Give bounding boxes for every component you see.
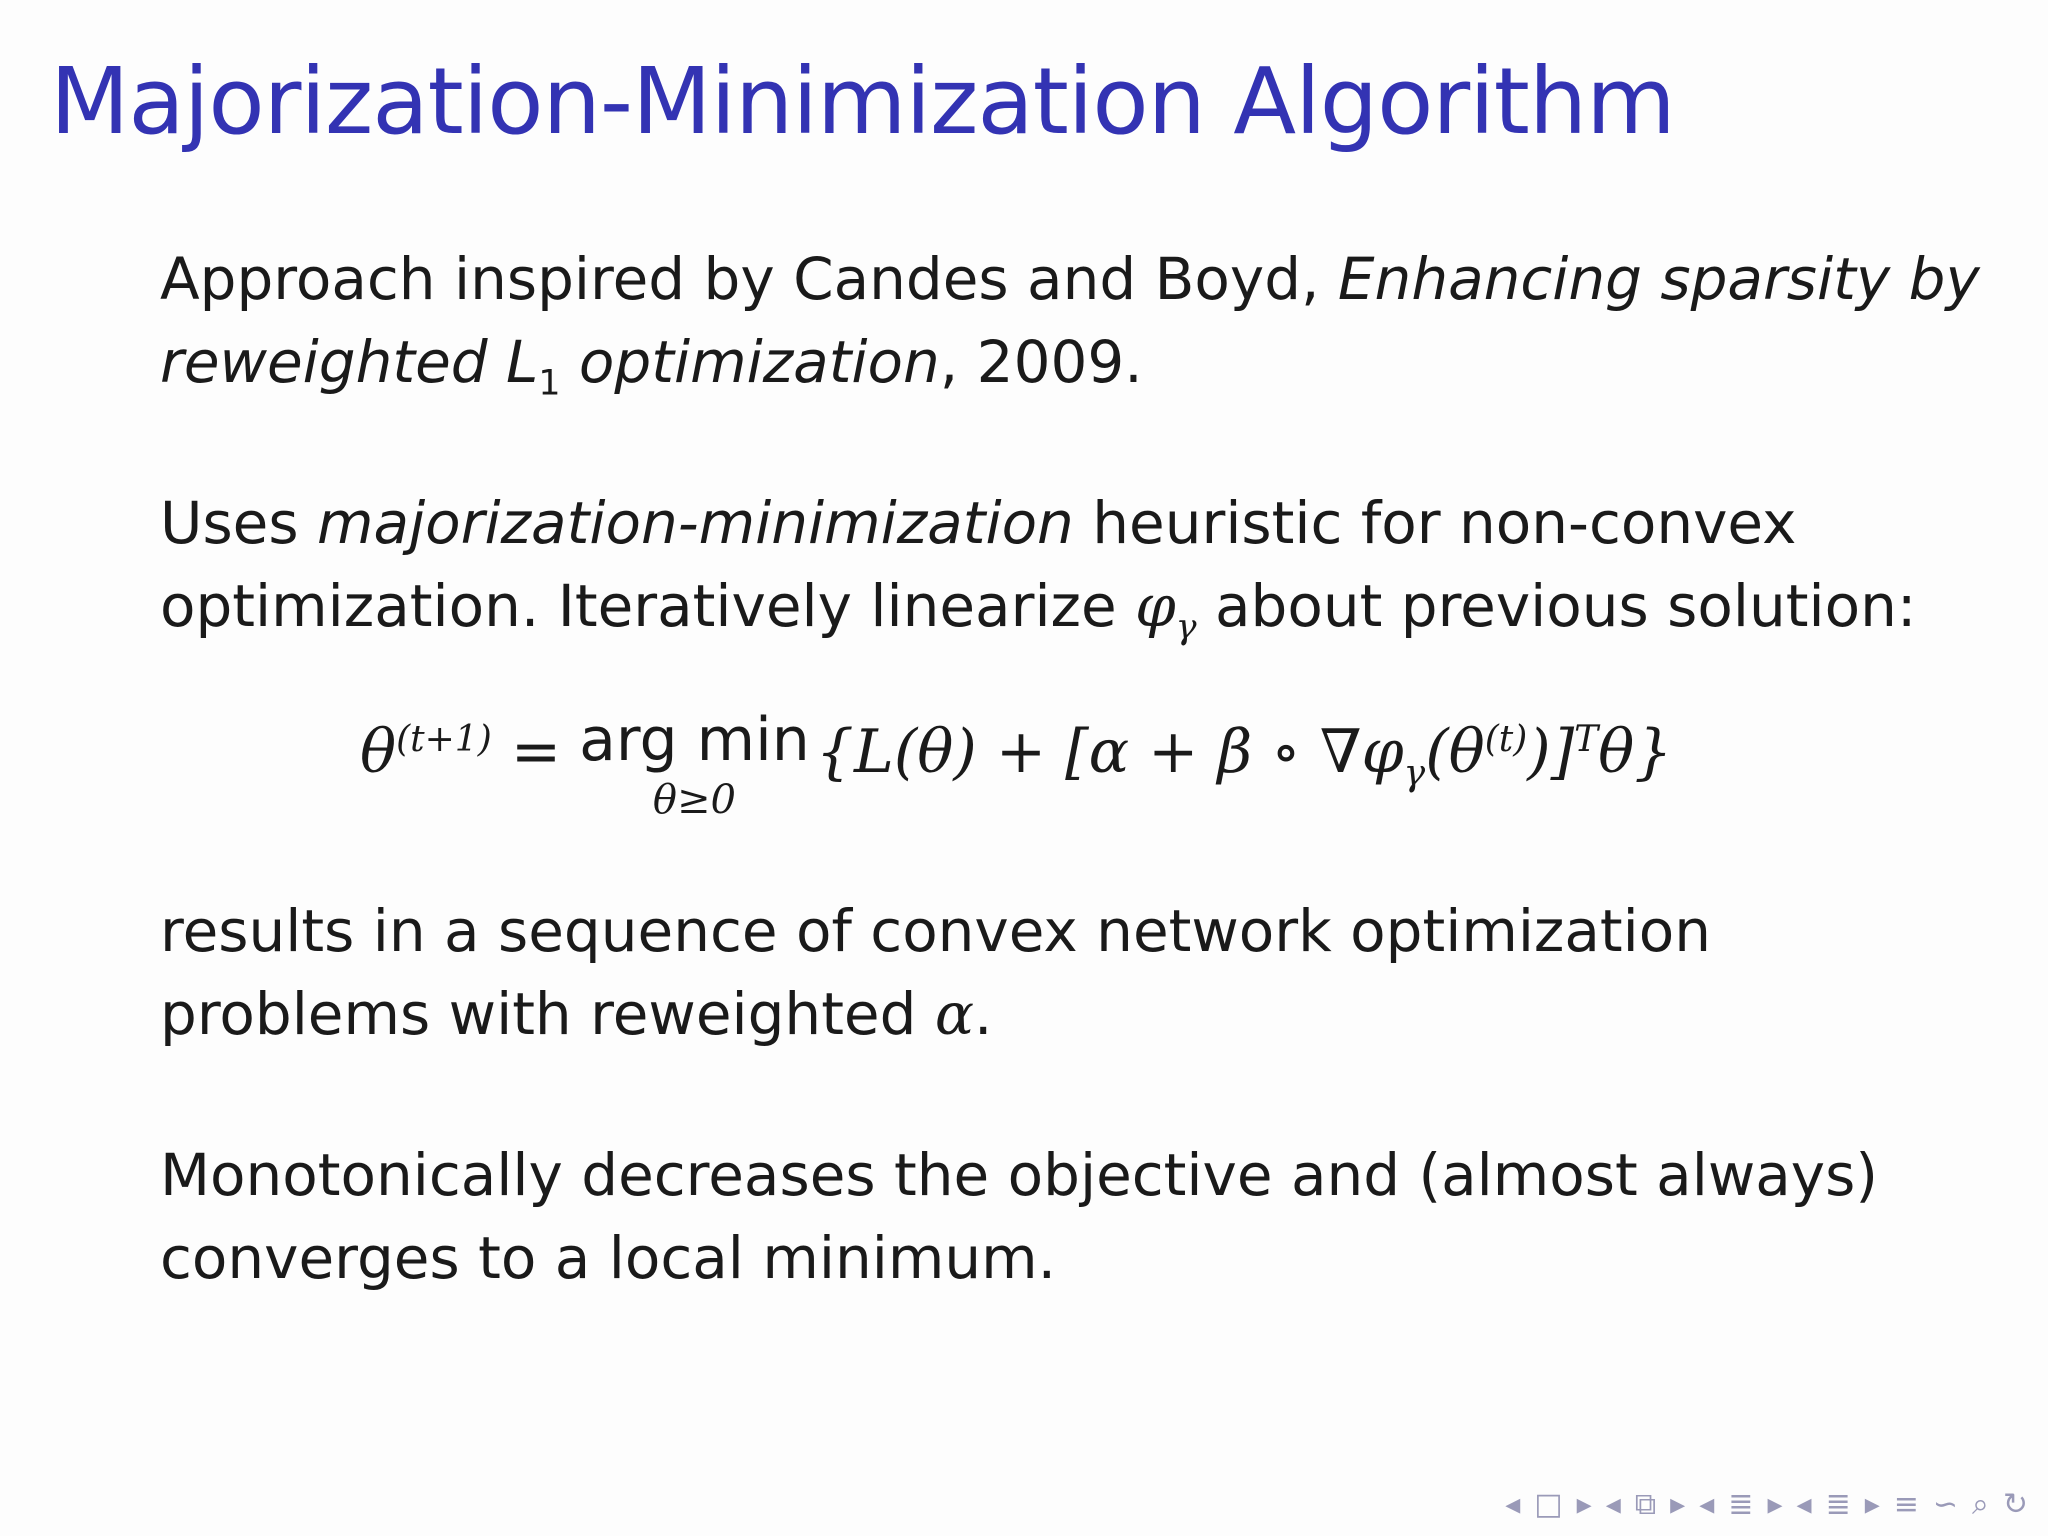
p1-lead: Approach inspired by Candes and Boyd, (160, 245, 1338, 313)
section-icon[interactable]: ≣ (1728, 1487, 1754, 1522)
p2-italic: majorization-minimization (317, 489, 1074, 557)
eq-lhs-sup: (t+1) (396, 719, 492, 760)
eq-rhs-c: )] (1527, 717, 1575, 787)
eq-rhs-sup-T: T (1574, 719, 1599, 760)
eq-rhs-sub: γ (1403, 753, 1426, 794)
p2-mid: heuristic for non-convex optimization. Iteratively linearize (160, 489, 1797, 640)
p1-italic-a: Enhancing sparsity by reweighted (160, 245, 1980, 396)
eq-lhs-theta: θ (360, 717, 397, 787)
eq-rhs-a: {L(θ) + [α + β ∘ ∇φ (815, 717, 1404, 787)
beamer-navigation-bar (1505, 1487, 2028, 1522)
equation-rhs (816, 700, 1673, 814)
back-icon[interactable]: ↻ (2002, 1487, 2028, 1522)
zoom-icon[interactable]: ⌕ (1972, 1487, 1989, 1522)
prev-subsection-icon[interactable]: ◂ (1605, 1487, 1621, 1522)
prev-section-icon[interactable]: ◂ (1699, 1487, 1715, 1522)
next-subsection-icon[interactable]: ▸ (1670, 1487, 1686, 1522)
eq-equals: = (491, 717, 562, 787)
paragraph-heuristic (160, 482, 1980, 670)
p2-phi-sub: γ (1175, 607, 1197, 648)
p1-italic-L: L (506, 328, 539, 396)
prev-part-icon[interactable]: ◂ (1796, 1487, 1812, 1522)
paragraph-result (160, 890, 1980, 1056)
paragraph-reference (160, 238, 1980, 426)
p3-lead: results in a sequence of convex network optimization problems with reweighted (160, 897, 1712, 1048)
update-equation (360, 700, 1672, 840)
slide-title: Majorization-Minimization Algorithm (50, 48, 1675, 155)
prev-frame-icon[interactable]: ◂ (1505, 1487, 1521, 1522)
p3-alpha: α (934, 980, 975, 1048)
eq-argmin-op: arg min (579, 705, 810, 775)
search-back-icon[interactable]: ∽ (1932, 1487, 1959, 1522)
eq-argmin-under: θ≥0 (652, 777, 736, 823)
p1-tail: , 2009. (939, 328, 1143, 396)
p1-italic-b: optimization (560, 328, 940, 396)
frame-icon[interactable]: □ (1534, 1487, 1563, 1522)
p2-lead: Uses (160, 489, 318, 557)
equation-argmin (579, 700, 810, 823)
eq-rhs-b: (θ (1425, 717, 1485, 787)
next-frame-icon[interactable]: ▸ (1576, 1487, 1592, 1522)
p1-italic-sub: 1 (538, 363, 561, 404)
eq-rhs-d: θ} (1598, 717, 1673, 787)
eq-rhs-sup-t: (t) (1484, 719, 1528, 760)
equation-lhs (360, 700, 561, 792)
p2-phi: φ (1135, 572, 1176, 640)
subsection-icon[interactable]: ⧉ (1634, 1487, 1657, 1522)
p2-tail: about previous solution: (1196, 572, 1917, 640)
next-section-icon[interactable]: ▸ (1767, 1487, 1783, 1522)
p3-tail: . (974, 980, 993, 1048)
paragraph-convergence: Monotonically decreases the objective and (almost always) converges to a local minimum. (160, 1141, 1878, 1292)
next-part-icon[interactable]: ▸ (1864, 1487, 1880, 1522)
toc-icon[interactable]: ≡ (1893, 1487, 1919, 1522)
part-icon[interactable]: ≣ (1825, 1487, 1851, 1522)
